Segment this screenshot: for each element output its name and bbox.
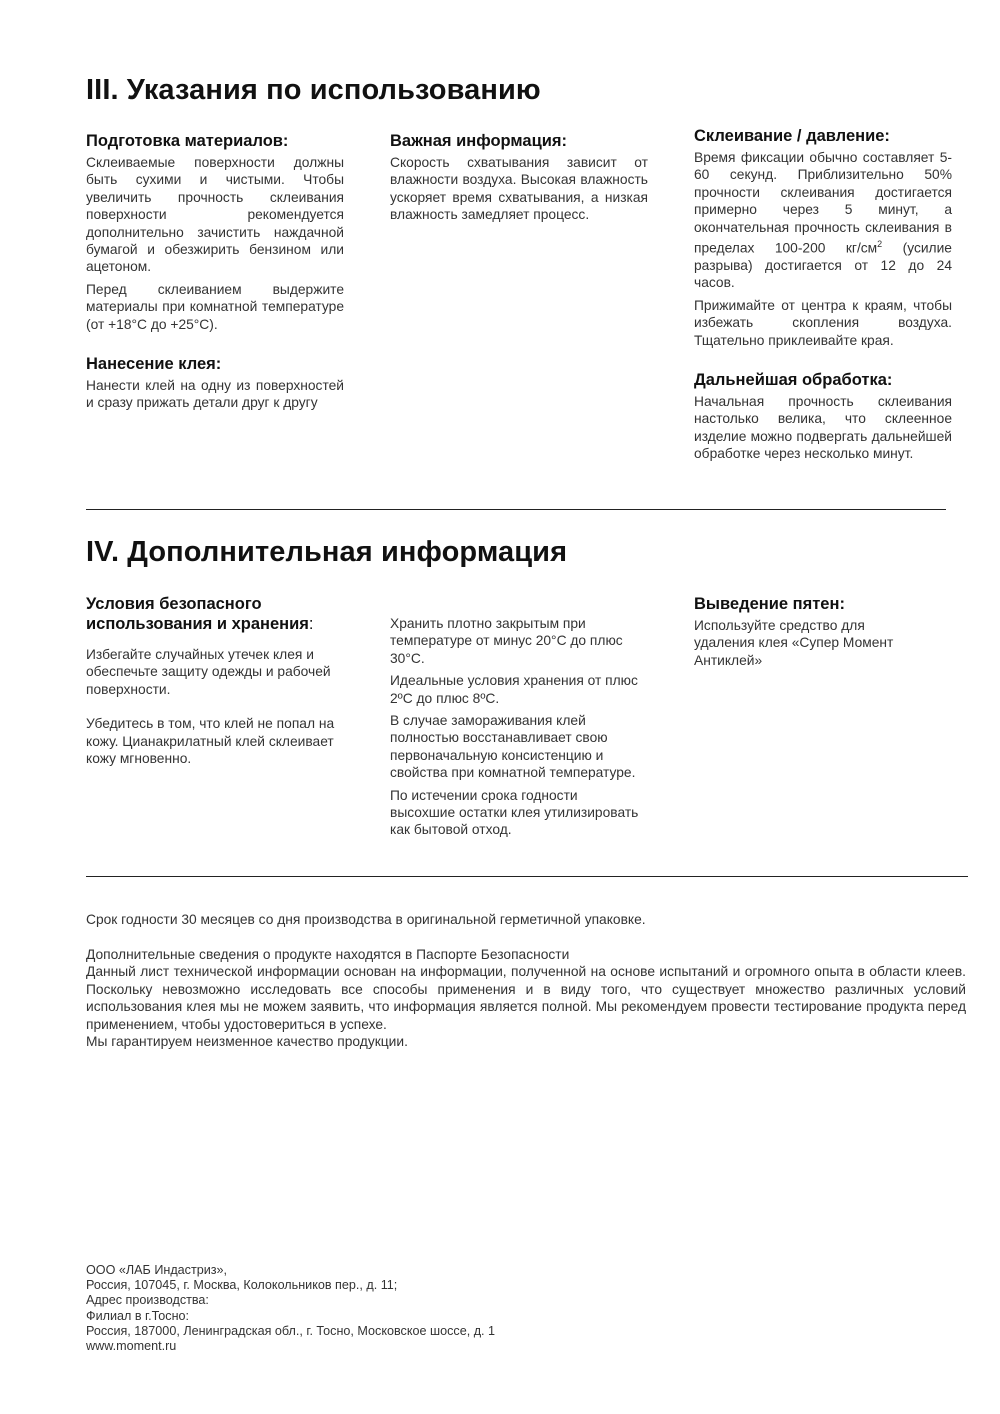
application-heading: Нанесение клея: <box>86 355 222 374</box>
bonding-paragraph-1 <box>694 149 952 292</box>
address-line-website: www.moment.ru <box>86 1339 177 1354</box>
address-line-branch-address: Россия, 187000, Ленинградская обл., г. Тосно, Московское шоссе, д. 1 <box>86 1323 496 1338</box>
section-divider-2 <box>86 876 968 877</box>
column-1-usage <box>86 131 344 417</box>
address-line-company: ООО «ЛАБ Индастриз», <box>86 1263 228 1277</box>
further-paragraph: Начальная прочность склеивания настолько велика, что склеенное изделие можно подвергать дальнейшей обработке через несколько минут. <box>694 394 952 462</box>
bonding-text-b: (усилие разрыва) достигается от 12 до 24 часов. <box>694 240 952 291</box>
disclaimer-line-1: Дополнительные сведения о продукте находятся в Паспорте Безопасности <box>86 947 570 962</box>
safety-heading-line-1: Условия безопасного <box>86 595 262 613</box>
address-line-production-label: Адрес производства: <box>86 1293 209 1308</box>
important-paragraph: Скорость схватывания зависит от влажности воздуха. Высокая влажность ускоряет время схватывания, а низкая влажность замедляет процесс. <box>390 155 648 223</box>
stains-heading: Выведение пятен: <box>694 595 845 613</box>
section-3-title: III. Указания по использованию <box>86 74 541 106</box>
safety-paragraph-1: Избегайте случайных утечек клея и обеспечьте защиту одежды и рабочей поверхности. <box>86 647 331 697</box>
further-heading: Дальнейшая обработка: <box>694 371 893 390</box>
important-heading: Важная информация: <box>390 132 567 150</box>
column-3-usage <box>694 126 952 468</box>
stains-paragraph: Используйте средство для удаления клея «Супер Момент Антиклей» <box>694 618 894 668</box>
safety-heading-colon: : <box>308 615 314 633</box>
safety-heading-line-2: использования и хранения <box>86 615 309 633</box>
column-2-usage <box>390 131 648 229</box>
storage-paragraph-4: По истечении срока годности высохшие остатки клея утилизировать как бытовой отход. <box>390 787 639 838</box>
disclaimer-line-2: Данный лист технической информации основан на информации, полученной на основе испытаний и огромного опыта в области клеев. Поскольку невозможно исследовать все способы применения и в виду того, что существует множество различных условий использования клея мы не можем заявить, что информация является полной. Мы рекомендуем провести тестирование продукта перед применением, чтобы удостовериться в успехе. <box>86 964 966 1032</box>
disclaimer-line-3: Мы гарантируем неизменное качество продукции. <box>86 1034 408 1050</box>
column-1-info <box>86 594 344 772</box>
bonding-paragraph-2: Прижимайте от центра к краям, чтобы избежать скопления воздуха. Тщательно приклеивайте края. <box>694 297 952 348</box>
safety-heading <box>86 594 344 634</box>
prep-paragraph-2: Перед склеиванием выдержите материалы при комнатной температуре (от +18°С до +25°С). <box>86 281 344 332</box>
address-line-office: Россия, 107045, г. Москва, Колокольников пер., д. 11; <box>86 1278 398 1293</box>
address-line-branch: Филиал в г.Тосно: <box>86 1308 190 1323</box>
application-paragraph: Нанести клей на одну из поверхностей и сразу прижать детали друг к другу <box>86 378 344 411</box>
storage-paragraph-3: В случае замораживания клей полностью восстанавливает свою первоначальную консистенцию и свойства при комнатной температуре. <box>390 713 636 781</box>
section-divider-1 <box>86 509 946 510</box>
column-2-info <box>390 615 640 844</box>
bonding-superscript: 2 <box>877 239 883 250</box>
bonding-heading: Склеивание / давление: <box>694 127 890 145</box>
bonding-text-a: Время фиксации обычно составляет 5-60 секунд. Приблизительно 50% прочности склеивания достигается примерно через 5 минут, а окончательная прочность склеивания в пределах 100-200 кг/см <box>694 150 952 256</box>
storage-paragraph-1: Хранить плотно закрытым при температуре от минус 20°С до плюс 30°С. <box>390 616 623 666</box>
company-address <box>86 1263 686 1354</box>
section-4-title: IV. Дополнительная информация <box>86 536 568 568</box>
storage-paragraph-2: Идеальные условия хранения от плюс 2ºС до плюс 8ºС. <box>390 673 638 706</box>
prep-paragraph-1: Склеиваемые поверхности должны быть сухими и чистыми. Чтобы увеличить прочность склеивания поверхности рекомендуется дополнительно зачистить наждачной бумагой и обезжирить бензином или ацетоном. <box>86 155 344 275</box>
column-3-info <box>694 594 924 674</box>
safety-paragraph-2: Убедитесь в том, что клей не попал на кожу. Цианакрилатный клей склеивает кожу мгновенно. <box>86 716 335 767</box>
prep-heading: Подготовка материалов: <box>86 132 289 150</box>
disclaimer-block <box>86 946 966 1050</box>
shelf-life-text: Срок годности 30 месяцев со дня производства в оригинальной герметичной упаковке. <box>86 912 646 927</box>
